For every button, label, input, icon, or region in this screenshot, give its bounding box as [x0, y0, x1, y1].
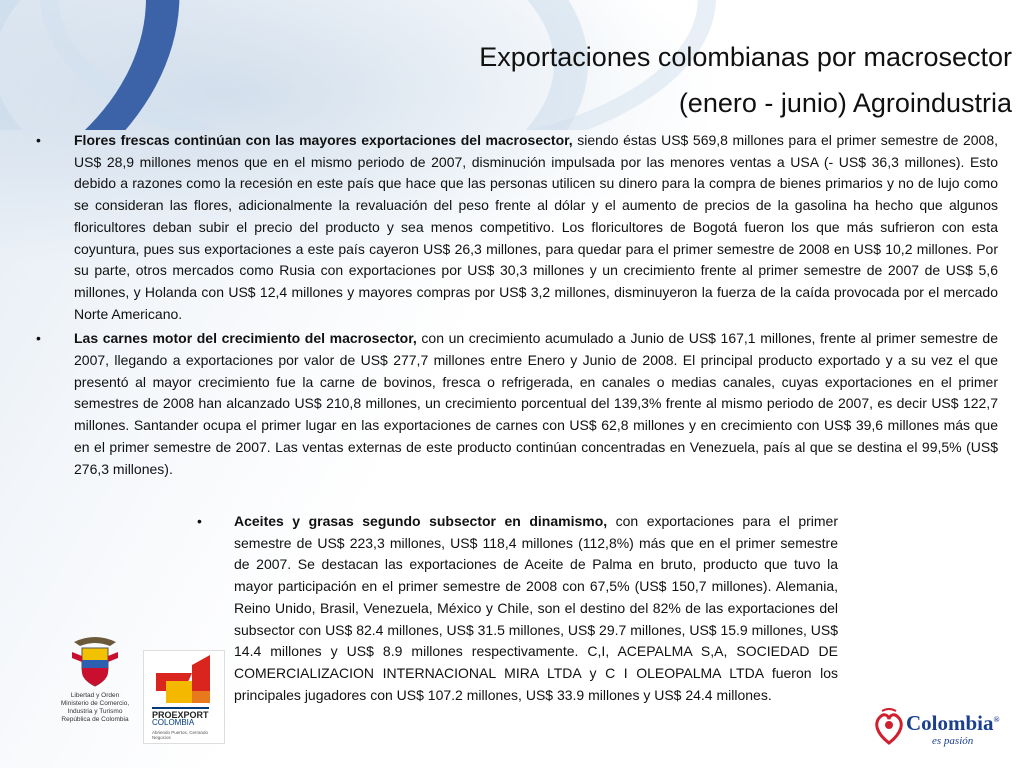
bullet-body: con exportaciones para el primer semestre de US$ 223,3 millones, US$ 118,4 millones (112,8%) más que en el primer semestre de 2007. Se destacan las exportaciones de Aceite de Palma en bruto, producto que tuvo la mayor participación en el primer semestre de 2008 con 67,5% (US$ 150,7 millones). Alemania, Reino Unido, Brasil, Venezuela, México y Chile, son el destino del 82% de las exportaciones del subsector con US$ 82.4 millones, US$ 31.5 millones, US$ 29.7 millones, US$ 15.9 millones, US$ 14.4 millones y US$ 8.9 millones respectivamente. C,I, ACEPALMA S,A, SOCIEDAD DE COMERCIALIZACION INTERNACIONAL MIRA LTDA y C I OLEOPALMA LTDA fueron los principales jugadores con US$ 107.2 millones, US$ 33.9 millones y US$ 24.4 millones.	[234, 513, 838, 703]
proexport-tagline: Abriendo Puertos, Cerrando Negocios	[152, 730, 209, 740]
bullet-flores	[36, 130, 998, 325]
colombia-word: Colombia	[906, 711, 994, 735]
slide-title	[312, 34, 1012, 126]
colombia-tagline: es pasión	[932, 735, 974, 747]
bullet-list	[36, 130, 998, 483]
ministry-line: República de Colombia	[61, 716, 129, 723]
proexport-mark-icon	[144, 651, 224, 707]
bullet-list-secondary	[197, 511, 838, 709]
ministry-logo	[55, 632, 135, 742]
ministry-line: Ministerio de Comercio,	[60, 700, 130, 707]
bullet-carnes	[36, 328, 998, 480]
coat-of-arms-icon	[70, 632, 120, 690]
colombia-wordmark	[906, 711, 1000, 736]
colombia-brand-logo	[870, 705, 1010, 755]
bullet-body: siendo éstas US$ 569,8 millones para el primer semestre de 2008, US$ 28,9 millones menos que en el mismo periodo de 2007, disminución impulsada por las menores ventas a USA (- US$ 36,3 millones). Esto debido a razones como la recesión en este país que hace que las personas utilicen su dinero para la compra de bienes primarios y no de lujo como se consideran las flores, adicionalmente la revaluación del peso frente al dólar y el aumento de precios de la gasolina ha hecho que algunos floricultores deban subir el precio del producto y sea menos competitivo. Los floricultores de Bogotá fueron los que más sufrieron con esta coyuntura, pues sus exportaciones a este país cayeron US$ 26,3 millones, para quedar para el primer semestre de 2008 en US$ 10,2 millones. Por su parte, otros mercados como Rusia con exportaciones por US$ 30,3 millones y un crecimiento frente al primer semestre de 2007 de US$ 5,6 millones, y Holanda con US$ 12,4 millones y mayores compras por US$ 3,2 millones, disminuyeron la fuerza de la caída provocada por el mercado Norte Americano.	[74, 132, 998, 322]
title-line-2: (enero - junio) Agroindustria	[678, 88, 1012, 118]
proexport-logo	[143, 650, 225, 744]
bullet-marker: •	[197, 513, 202, 529]
ministry-line: Industria y Turismo	[67, 708, 123, 715]
bullet-marker: •	[36, 132, 41, 148]
bullet-heading: Aceites y grasas segundo subsector en dinamismo,	[234, 513, 608, 529]
bullet-heading: Flores frescas continúan con las mayores exportaciones del macrosector,	[74, 132, 573, 148]
bullet-heading: Las carnes motor del crecimiento del macrosector,	[74, 330, 417, 347]
ministry-text	[55, 692, 135, 724]
heart-flower-icon	[872, 707, 906, 747]
bullet-marker: •	[36, 330, 41, 347]
proexport-sub: COLOMBIA	[152, 718, 195, 727]
ministry-line: Libertad y Orden	[70, 692, 120, 699]
bullet-aceites	[197, 511, 838, 706]
proexport-name: PROEXPORT	[152, 707, 209, 720]
title-line-1: Exportaciones colombianas por macrosector	[479, 42, 1012, 72]
bullet-body: con un crecimiento acumulado a Junio de US$ 167,1 millones, frente al primer semestre de 2007, llegando a exportaciones por valor de US$ 277,7 millones entre Enero y Junio de 2008. El principal producto exportado y a su vez el que presentó al mayor crecimiento fue la carne de bovinos, fresca o refrigerada, en canales o medias canales, cuyas exportaciones en el primer semestres de 2008 han alcanzado US$ 210,8 millones, un crecimiento porcentual del 139,3% frente al mismo periodo de 2007, es decir US$ 122,7 millones. Santander ocupa el primer lugar en las exportaciones de carnes con US$ 62,8 millones y en crecimiento con US$ 39,6 millones más que en el primer semestre de 2007. Las ventas externas de este producto continúan concentradas en Venezuela, país al que se destina el 99,5% (US$ 276,3 millones).	[74, 330, 999, 477]
registered-mark: ®	[993, 715, 1000, 724]
